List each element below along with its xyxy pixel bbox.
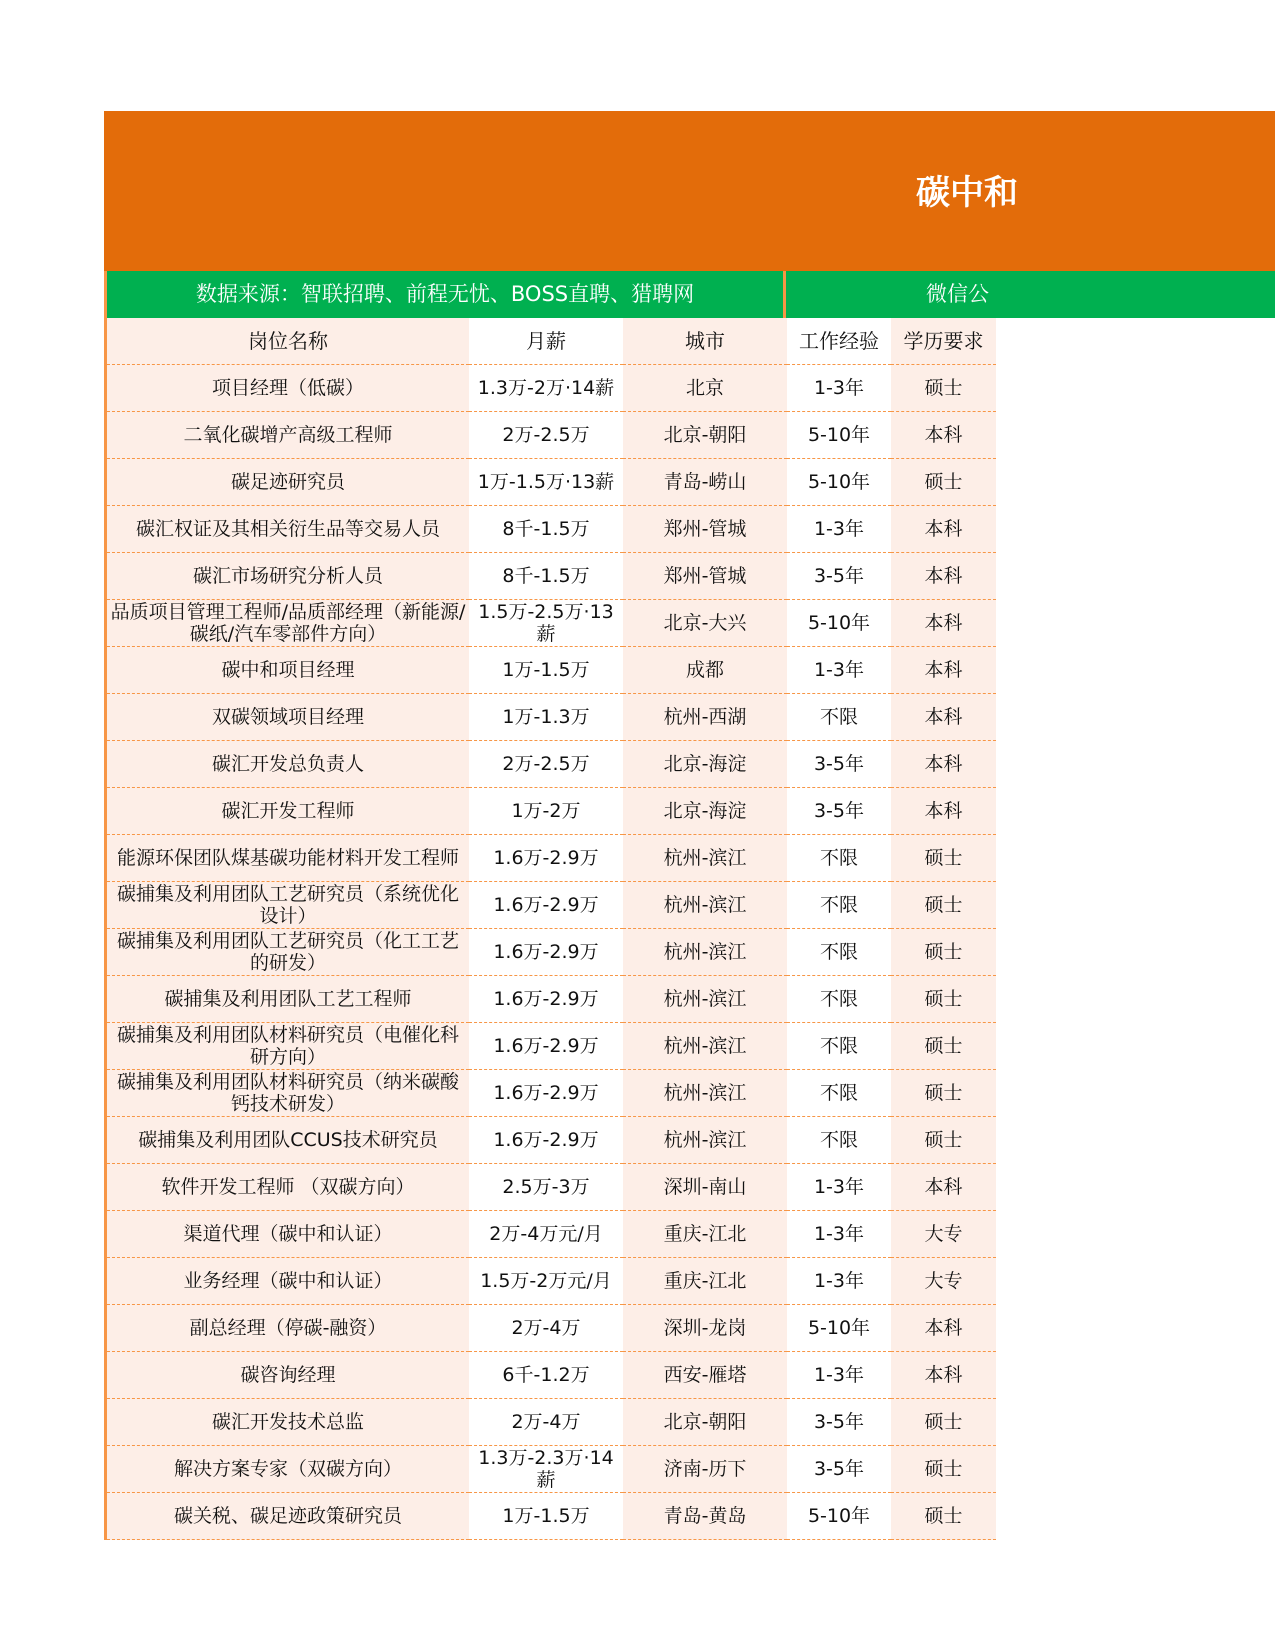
experience-cell: 3-5年: [787, 1399, 891, 1446]
education-cell: 本科: [891, 506, 996, 553]
table-row: [107, 1164, 996, 1211]
education-cell: 本科: [891, 600, 996, 647]
city-cell: 郑州-管城: [623, 506, 787, 553]
city-cell: 杭州-滨江: [623, 976, 787, 1023]
city-cell: 杭州-滨江: [623, 929, 787, 976]
education-cell: 硕士: [891, 1446, 996, 1493]
experience-cell: 不限: [787, 1070, 891, 1117]
education-cell: 硕士: [891, 1399, 996, 1446]
salary-cell: 1万-2万: [469, 788, 623, 835]
experience-cell: 不限: [787, 1023, 891, 1070]
table-row: [107, 929, 996, 976]
city-cell: 北京-大兴: [623, 600, 787, 647]
city-cell: 深圳-南山: [623, 1164, 787, 1211]
job-title-cell: 碳捕集及利用团队工艺工程师: [107, 976, 469, 1023]
city-cell: 重庆-江北: [623, 1211, 787, 1258]
education-cell: 本科: [891, 1164, 996, 1211]
experience-cell: 3-5年: [787, 553, 891, 600]
salary-cell: 1.6万-2.9万: [469, 976, 623, 1023]
job-title-cell: 碳汇权证及其相关衍生品等交易人员: [107, 506, 469, 553]
table-row: [107, 1070, 996, 1117]
experience-cell: 3-5年: [787, 1446, 891, 1493]
column-header: 月薪: [469, 318, 623, 365]
city-cell: 北京-海淀: [623, 788, 787, 835]
table-row: [107, 788, 996, 835]
job-title-cell: 碳捕集及利用团队材料研究员（纳米碳酸钙技术研发）: [107, 1070, 469, 1117]
table-row: [107, 506, 996, 553]
table-row: [107, 459, 996, 506]
experience-cell: 3-5年: [787, 741, 891, 788]
job-title-cell: 项目经理（低碳）: [107, 365, 469, 412]
table-row: [107, 741, 996, 788]
city-cell: 杭州-滨江: [623, 882, 787, 929]
job-title-cell: 碳足迹研究员: [107, 459, 469, 506]
education-cell: 本科: [891, 647, 996, 694]
column-header: 岗位名称: [107, 318, 469, 365]
jobs-table-wrapper: [104, 318, 994, 1540]
city-cell: 杭州-西湖: [623, 694, 787, 741]
table-row: [107, 1023, 996, 1070]
salary-cell: 1.3万-2万·14薪: [469, 365, 623, 412]
city-cell: 重庆-江北: [623, 1258, 787, 1305]
jobs-table: [107, 318, 996, 1540]
city-cell: 西安-雁塔: [623, 1352, 787, 1399]
job-title-cell: 二氧化碳增产高级工程师: [107, 412, 469, 459]
city-cell: 青岛-黄岛: [623, 1493, 787, 1540]
experience-cell: 5-10年: [787, 1305, 891, 1352]
experience-cell: 5-10年: [787, 412, 891, 459]
table-row: [107, 1117, 996, 1164]
experience-cell: 5-10年: [787, 459, 891, 506]
job-title-cell: 碳咨询经理: [107, 1352, 469, 1399]
city-cell: 北京-海淀: [623, 741, 787, 788]
job-title-cell: 碳汇开发工程师: [107, 788, 469, 835]
education-cell: 本科: [891, 1305, 996, 1352]
table-row: [107, 412, 996, 459]
education-cell: 本科: [891, 741, 996, 788]
job-title-cell: 碳捕集及利用团队材料研究员（电催化科研方向）: [107, 1023, 469, 1070]
table-row: [107, 694, 996, 741]
education-cell: 硕士: [891, 929, 996, 976]
city-cell: 济南-历下: [623, 1446, 787, 1493]
table-row: [107, 1211, 996, 1258]
table-row: [107, 835, 996, 882]
education-cell: 硕士: [891, 976, 996, 1023]
experience-cell: 1-3年: [787, 506, 891, 553]
salary-cell: 8千-1.5万: [469, 506, 623, 553]
job-title-cell: 渠道代理（碳中和认证）: [107, 1211, 469, 1258]
experience-cell: 1-3年: [787, 1352, 891, 1399]
table-row: [107, 1493, 996, 1540]
city-cell: 北京-朝阳: [623, 412, 787, 459]
table-row: [107, 1399, 996, 1446]
city-cell: 北京-朝阳: [623, 1399, 787, 1446]
salary-cell: 1.6万-2.9万: [469, 882, 623, 929]
education-cell: 大专: [891, 1211, 996, 1258]
column-header: 城市: [623, 318, 787, 365]
experience-cell: 1-3年: [787, 1211, 891, 1258]
education-cell: 硕士: [891, 835, 996, 882]
salary-cell: 6千-1.2万: [469, 1352, 623, 1399]
job-title-cell: 碳捕集及利用团队工艺研究员（化工工艺的研发）: [107, 929, 469, 976]
salary-cell: 1.6万-2.9万: [469, 929, 623, 976]
education-cell: 本科: [891, 553, 996, 600]
job-title-cell: 业务经理（碳中和认证）: [107, 1258, 469, 1305]
experience-cell: 5-10年: [787, 1493, 891, 1540]
experience-cell: 3-5年: [787, 788, 891, 835]
job-title-cell: 碳捕集及利用团队工艺研究员（系统优化设计）: [107, 882, 469, 929]
education-cell: 硕士: [891, 459, 996, 506]
education-cell: 硕士: [891, 1070, 996, 1117]
table-row: [107, 882, 996, 929]
education-cell: 本科: [891, 412, 996, 459]
experience-cell: 不限: [787, 835, 891, 882]
table-row: [107, 976, 996, 1023]
table-row: [107, 1446, 996, 1493]
table-row: [107, 600, 996, 647]
table-header-row: [107, 318, 996, 365]
table-row: [107, 553, 996, 600]
city-cell: 杭州-滨江: [623, 1117, 787, 1164]
city-cell: 青岛-崂山: [623, 459, 787, 506]
title-banner: [104, 111, 1275, 271]
experience-cell: 不限: [787, 694, 891, 741]
experience-cell: 不限: [787, 929, 891, 976]
job-title-cell: 碳关税、碳足迹政策研究员: [107, 1493, 469, 1540]
experience-cell: 不限: [787, 882, 891, 929]
salary-cell: 2万-4万元/月: [469, 1211, 623, 1258]
job-title-cell: 品质项目管理工程师/品质部经理（新能源/碳纸/汽车零部件方向）: [107, 600, 469, 647]
page-title: 碳中和: [916, 173, 1018, 213]
job-title-cell: 碳捕集及利用团队CCUS技术研究员: [107, 1117, 469, 1164]
salary-cell: 1.6万-2.9万: [469, 1023, 623, 1070]
salary-cell: 1万-1.5万·13薪: [469, 459, 623, 506]
experience-cell: 1-3年: [787, 1164, 891, 1211]
experience-cell: 5-10年: [787, 600, 891, 647]
job-title-cell: 双碳领域项目经理: [107, 694, 469, 741]
job-title-cell: 软件开发工程师 （双碳方向）: [107, 1164, 469, 1211]
salary-cell: 2万-2.5万: [469, 741, 623, 788]
education-cell: 硕士: [891, 882, 996, 929]
job-title-cell: 能源环保团队煤基碳功能材料开发工程师: [107, 835, 469, 882]
job-title-cell: 碳汇开发技术总监: [107, 1399, 469, 1446]
salary-cell: 1万-1.5万: [469, 647, 623, 694]
experience-cell: 不限: [787, 976, 891, 1023]
table-row: [107, 1305, 996, 1352]
city-cell: 成都: [623, 647, 787, 694]
city-cell: 郑州-管城: [623, 553, 787, 600]
table-row: [107, 365, 996, 412]
salary-cell: 2万-4万: [469, 1305, 623, 1352]
education-cell: 本科: [891, 788, 996, 835]
job-title-cell: 碳汇开发总负责人: [107, 741, 469, 788]
experience-cell: 1-3年: [787, 647, 891, 694]
job-title-cell: 解决方案专家（双碳方向）: [107, 1446, 469, 1493]
salary-cell: 1.3万-2.3万·14薪: [469, 1446, 623, 1493]
city-cell: 杭州-滨江: [623, 1023, 787, 1070]
city-cell: 杭州-滨江: [623, 1070, 787, 1117]
column-header: 工作经验: [787, 318, 891, 365]
salary-cell: 2万-2.5万: [469, 412, 623, 459]
salary-cell: 1.6万-2.9万: [469, 835, 623, 882]
education-cell: 硕士: [891, 1117, 996, 1164]
experience-cell: 不限: [787, 1117, 891, 1164]
salary-cell: 1万-1.5万: [469, 1493, 623, 1540]
city-cell: 北京: [623, 365, 787, 412]
job-title-cell: 副总经理（停碳-融资）: [107, 1305, 469, 1352]
education-cell: 本科: [891, 1352, 996, 1399]
education-cell: 本科: [891, 694, 996, 741]
experience-cell: 1-3年: [787, 365, 891, 412]
table-row: [107, 1352, 996, 1399]
salary-cell: 1.5万-2.5万·13薪: [469, 600, 623, 647]
salary-cell: 1.6万-2.9万: [469, 1117, 623, 1164]
table-row: [107, 1258, 996, 1305]
education-cell: 硕士: [891, 1023, 996, 1070]
data-source-label: 数据来源：智联招聘、前程无忧、BOSS直聘、猎聘网: [104, 271, 786, 318]
salary-cell: 2.5万-3万: [469, 1164, 623, 1211]
wechat-label: 微信公: [926, 282, 989, 306]
education-cell: 大专: [891, 1258, 996, 1305]
table-row: [107, 647, 996, 694]
education-cell: 硕士: [891, 365, 996, 412]
city-cell: 深圳-龙岗: [623, 1305, 787, 1352]
salary-cell: 8千-1.5万: [469, 553, 623, 600]
education-cell: 硕士: [891, 1493, 996, 1540]
salary-cell: 1.5万-2万元/月: [469, 1258, 623, 1305]
column-header: 学历要求: [891, 318, 996, 365]
job-title-cell: 碳汇市场研究分析人员: [107, 553, 469, 600]
salary-cell: 1万-1.3万: [469, 694, 623, 741]
source-bar: [104, 271, 1275, 318]
experience-cell: 1-3年: [787, 1258, 891, 1305]
salary-cell: 1.6万-2.9万: [469, 1070, 623, 1117]
city-cell: 杭州-滨江: [623, 835, 787, 882]
job-title-cell: 碳中和项目经理: [107, 647, 469, 694]
salary-cell: 2万-4万: [469, 1399, 623, 1446]
